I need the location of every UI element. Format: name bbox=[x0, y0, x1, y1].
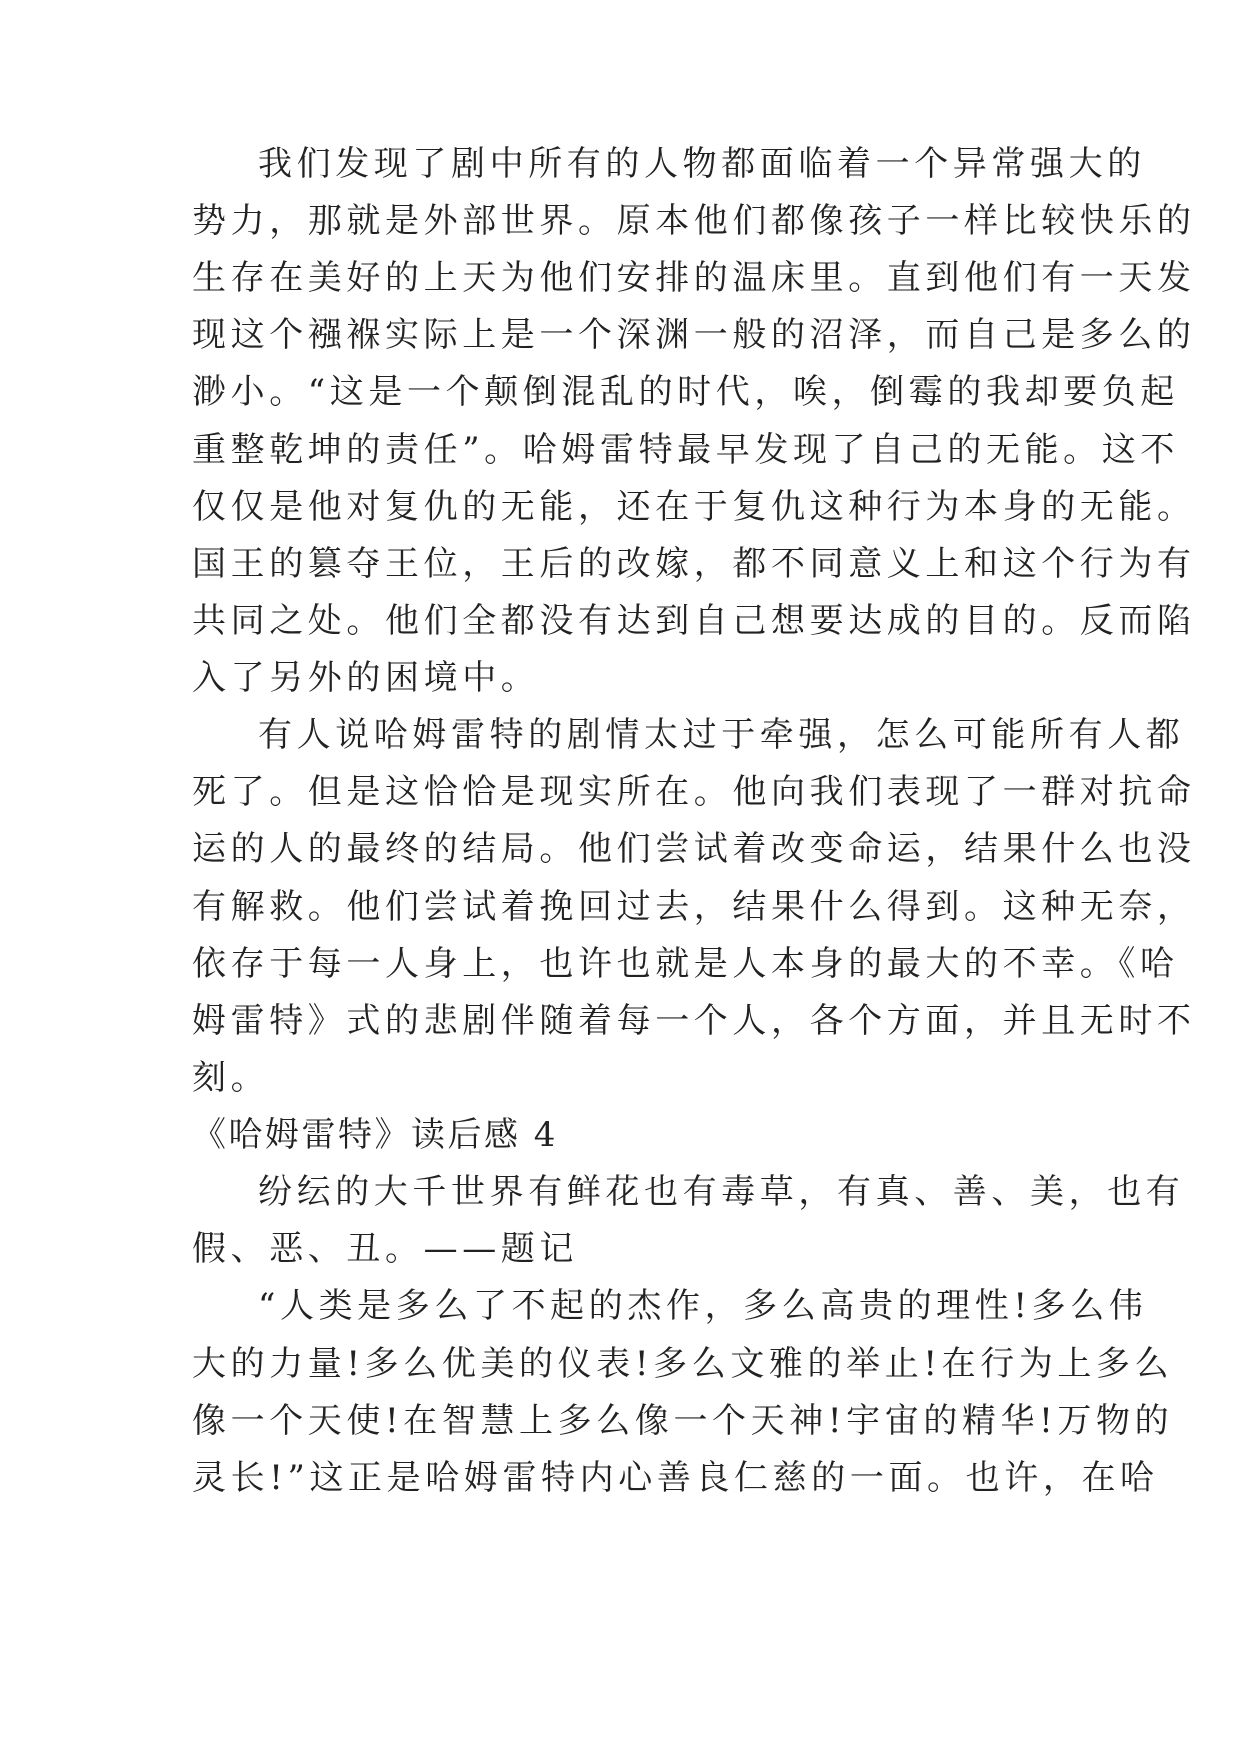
paragraph-line: 有人说哈姆雷特的剧情太过于牵强，怎么可能所有人都 bbox=[258, 715, 1185, 755]
paragraph-line: “人类是多么了不起的杰作，多么高贵的理性!多么伟 bbox=[258, 1286, 1148, 1326]
paragraph-line: 我们发现了剧中所有的人物都面临着一个异常强大的 bbox=[258, 144, 1146, 184]
paragraph-line: 假、恶、丑。——题记 bbox=[192, 1229, 578, 1269]
paragraph-line: 姆雷特》式的悲剧伴随着每一个人，各个方面，并且无时不 bbox=[192, 1001, 1196, 1041]
paragraph-line: 有解救。他们尝试着挽回过去，结果什么得到。这种无奈， bbox=[192, 887, 1196, 927]
paragraph-line: 死了。但是这恰恰是现实所在。他向我们表现了一群对抗命 bbox=[192, 772, 1196, 812]
paragraph-line: 灵长!”这正是哈姆雷特内心善良仁慈的一面。也许，在哈 bbox=[192, 1458, 1159, 1498]
paragraph-line: 生存在美好的上天为他们安排的温床里。直到他们有一天发 bbox=[192, 258, 1196, 298]
paragraph-line: 依存于每一人身上，也许也就是人本身的最大的不幸。《哈 bbox=[192, 944, 1179, 984]
paragraph-line: 国王的篡夺王位，王后的改嫁，都不同意义上和这个行为有 bbox=[192, 544, 1196, 584]
paragraph-line: 运的人的最终的结局。他们尝试着改变命运，结果什么也没 bbox=[192, 829, 1196, 869]
section-heading: 《哈姆雷特》读后感 4 bbox=[192, 1115, 558, 1155]
paragraph-line: 入了另外的困境中。 bbox=[192, 658, 540, 698]
paragraph-line: 渺小。“这是一个颠倒混乱的时代，唉，倒霉的我却要负起 bbox=[192, 372, 1179, 412]
paragraph-line: 像一个天使!在智慧上多么像一个天神!宇宙的精华!万物的 bbox=[192, 1401, 1174, 1441]
paragraph-line: 共同之处。他们全都没有达到自己想要达成的目的。反而陷 bbox=[192, 601, 1196, 641]
paragraph-line: 纷纭的大千世界有鲜花也有毒草，有真、善、美，也有 bbox=[258, 1172, 1185, 1212]
paragraph-line: 势力，那就是外部世界。原本他们都像孩子一样比较快乐的 bbox=[192, 201, 1196, 241]
paragraph-line: 大的力量!多么优美的仪表!多么文雅的举止!在行为上多么 bbox=[192, 1344, 1174, 1384]
paragraph-line: 重整乾坤的责任”。哈姆雷特最早发现了自己的无能。这不 bbox=[192, 430, 1179, 470]
paragraph-line: 刻。 bbox=[192, 1058, 270, 1098]
paragraph-line: 现这个襁褓实际上是一个深渊一般的沼泽，而自己是多么的 bbox=[192, 315, 1196, 355]
paragraph-line: 仅仅是他对复仇的无能，还在于复仇这种行为本身的无能。 bbox=[192, 487, 1196, 527]
